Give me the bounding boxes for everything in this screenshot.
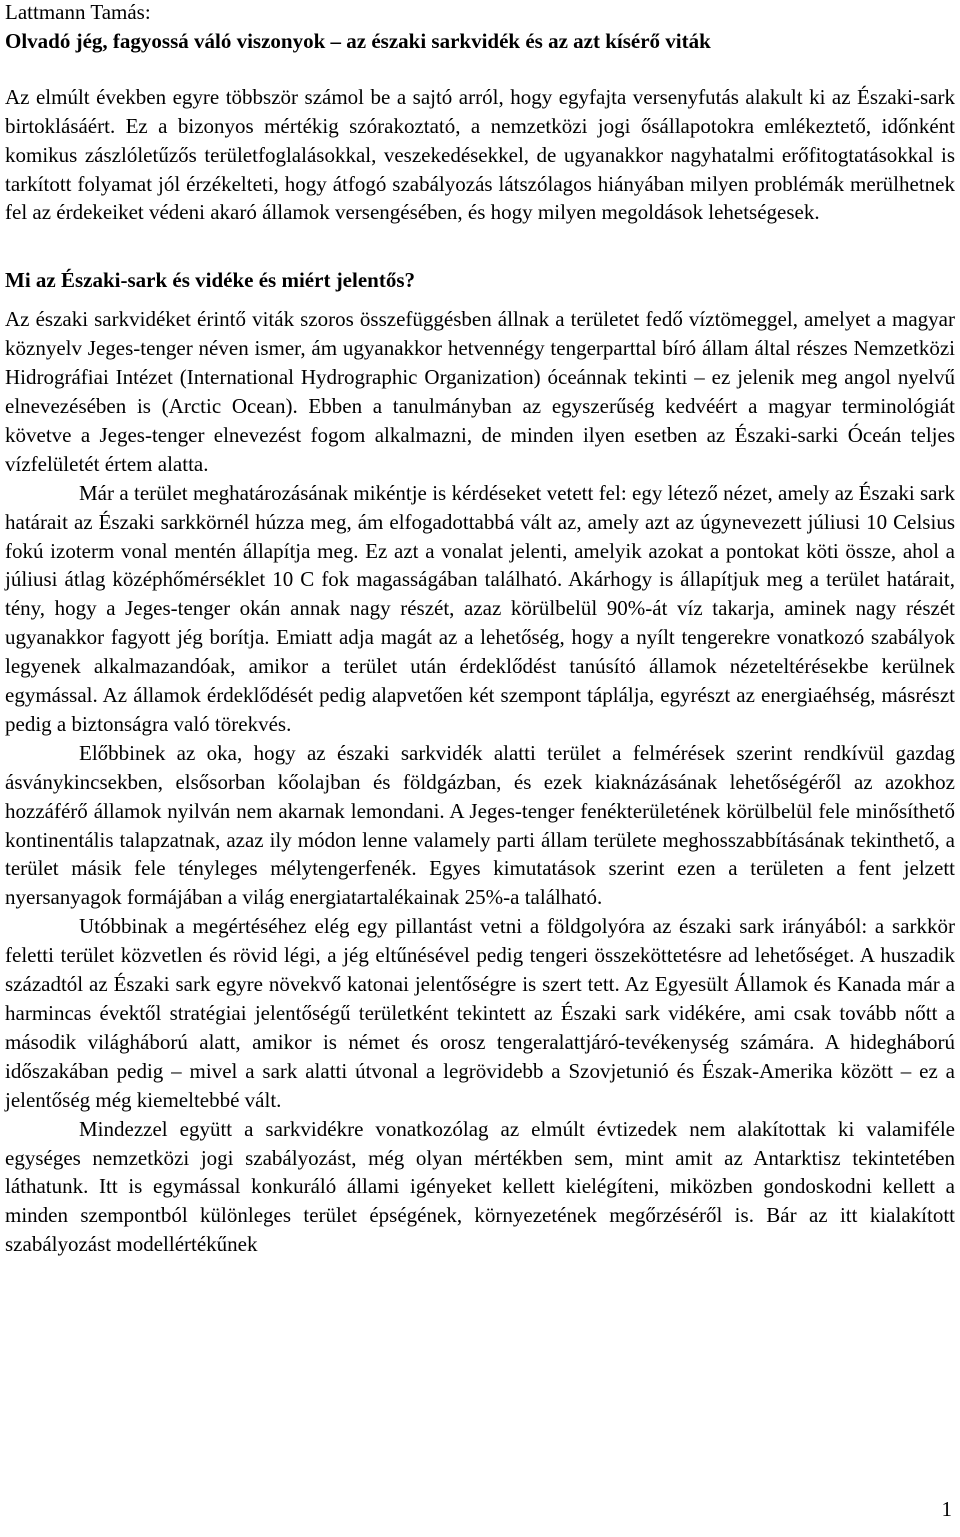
author-name: Lattmann Tamás: <box>5 0 151 24</box>
body-paragraph: Már a terület meghatározásának mikéntje is kérdéseket vetett fel: egy létező nézet, amely az Északi sark határait az Északi sarkkörnél húzza meg, ám elfogadottabbá vált az, amely azt az úgynevezett júliusi 10 Celsius fokú izoterm vonal mentén állapítja meg. Ez azt a vonalat jelenti, amelyik azokat a pontokat köti össze, ahol a júliusi átlag középhőmérséklet 10 C fok magasságában található. Akárhogy is állapítjuk meg a terület határait, tény, hogy a Jeges-tenger okán annak nagy részét, azaz körülbelül 90%-át víz takarja, aminek nagy részét ugyanakkor fagyott jég borítja. Emiatt adja magát az a lehetőség, hogy a nyílt tengerekre vonatkozó szabályok legyenek alkalmazandóak, amikor a terület után érdeklődést tanúsító államok nézeteltérésekbe kerülnek egymással. Az államok érdeklődését pedig alapvetően két szempont táplálja, egyrészt az energiaéhség, másrészt pedig a biztonságra való törekvés. <box>5 480 955 736</box>
document-page <box>5 0 955 1259</box>
body-paragraph: Előbbinek az oka, hogy az északi sarkvidék alatti terület a felmérések szerint rendkívül gazdag ásványkincsekben, elsősorban kőolajban és földgázban, és ezek kiaknázásának lehetőségéről az azokhoz hozzáférő államok nyilván nem akarnak lemondani. A Jeges-tenger fenékterületének körülbelül fele minősíthető kontinentális talapzatnak, azaz ily módon lenne valamely parti állam területe meghosszabbításának tekinthető, a terület másik fele tényleges mélytengerfenék. Egyes kimutatások szerint ezen a területen a fent jelzett nyersanyagok formájában a világ energiatartalékainak 25%-a található. <box>5 740 955 910</box>
body-paragraph: Utóbbinak a megértéséhez elég egy pillantást vetni a földgolyóra az északi sark irányából: a sarkkör feletti terület közvetlen és rövid légi, a jég eltűnésével pedig tengeri összeköttetésre ad lehetőséget. A huszadik századtól az Északi sark egyre növekvő katonai jelentőségre is szert tett. Az Egyesült Államok és Kanada már a harmincas évektől stratégiai jelentőségű területként tekintett az Északi sark vidékére, ami csak tovább nőtt a második világháború alatt, amikor is német és orosz tengeralattjáró-tevékenység számára. A hidegháború időszakában pedig – mivel a sark alatti útvonal a legrövidebb a Szovjetunió és Észak-Amerika között – ez a jelentőség még kiemeltebbé vált. <box>5 914 955 1112</box>
section-heading: Mi az Északi-sark és vidéke és miért jelentős? <box>5 268 416 293</box>
body-paragraph: Mindezzel együtt a sarkvidékre vonatkozólag az elmúlt évtizedek nem alakítottak ki valamiféle egységes nemzetközi jogi szabályozást, még olyan mértékben sem, mint amit az Antarktisz tekintetében láthatunk. Itt is egymással konkuráló állami igényeket kellett kielégíteni, miközben gondoskodni kellett a minden szempontból különleges terület épségének, környezetének megőrzéséről is. Bár az itt kialakított szabályozást modellértékűnek <box>5 1116 955 1257</box>
page-number: 1 <box>941 1497 952 1521</box>
intro-paragraph: Az elmúlt években egyre többször számol be a sajtó arról, hogy egyfajta versenyfutás alakult ki az Északi-sark birtoklásáért. Ez a bizonyos mértékig szórakoztató, a nemzetközi jogi ősállapotokra emlékeztető, időnként komikus zászlóletűzős területfoglalásokkal, veszekedésekkel, de ugyanakkor nagyhatalmi erőfitogtatásokkal is tarkított folyamat jól érzékelteti, hogy átfogó szabályozás látszólagos hiányában milyen problémák merülhetnek fel az érdekeiket védeni akaró államok versengésében, és hogy milyen megoldások lehetségesek. <box>5 84 955 225</box>
body-paragraph: Az északi sarkvidéket érintő viták szoros összefüggésben állnak a területet fedő víztömeggel, amelyet a magyar köznyelv Jeges-tenger néven ismer, ám ugyanakkor hetvennégy tengerparttal bíró állam által részes Nemzetközi Hidrográfiai Intézet (International Hydrographic Organization) óceánnak tekinti – ez jelenik meg angol nyelvű elnevezésében is (Arctic Ocean). Ebben a tanulmányban az egyszerűség kedvéért a magyar terminológiát követve a Jeges-tenger elnevezést fogom alkalmazni, de minden ilyen esetben az Északi-sarki Óceán teljes vízfelületét értem alatta. <box>5 307 955 476</box>
document-title: Olvadó jég, fagyossá váló viszonyok – az északi sarkvidék és az azt kísérő viták <box>5 28 711 53</box>
